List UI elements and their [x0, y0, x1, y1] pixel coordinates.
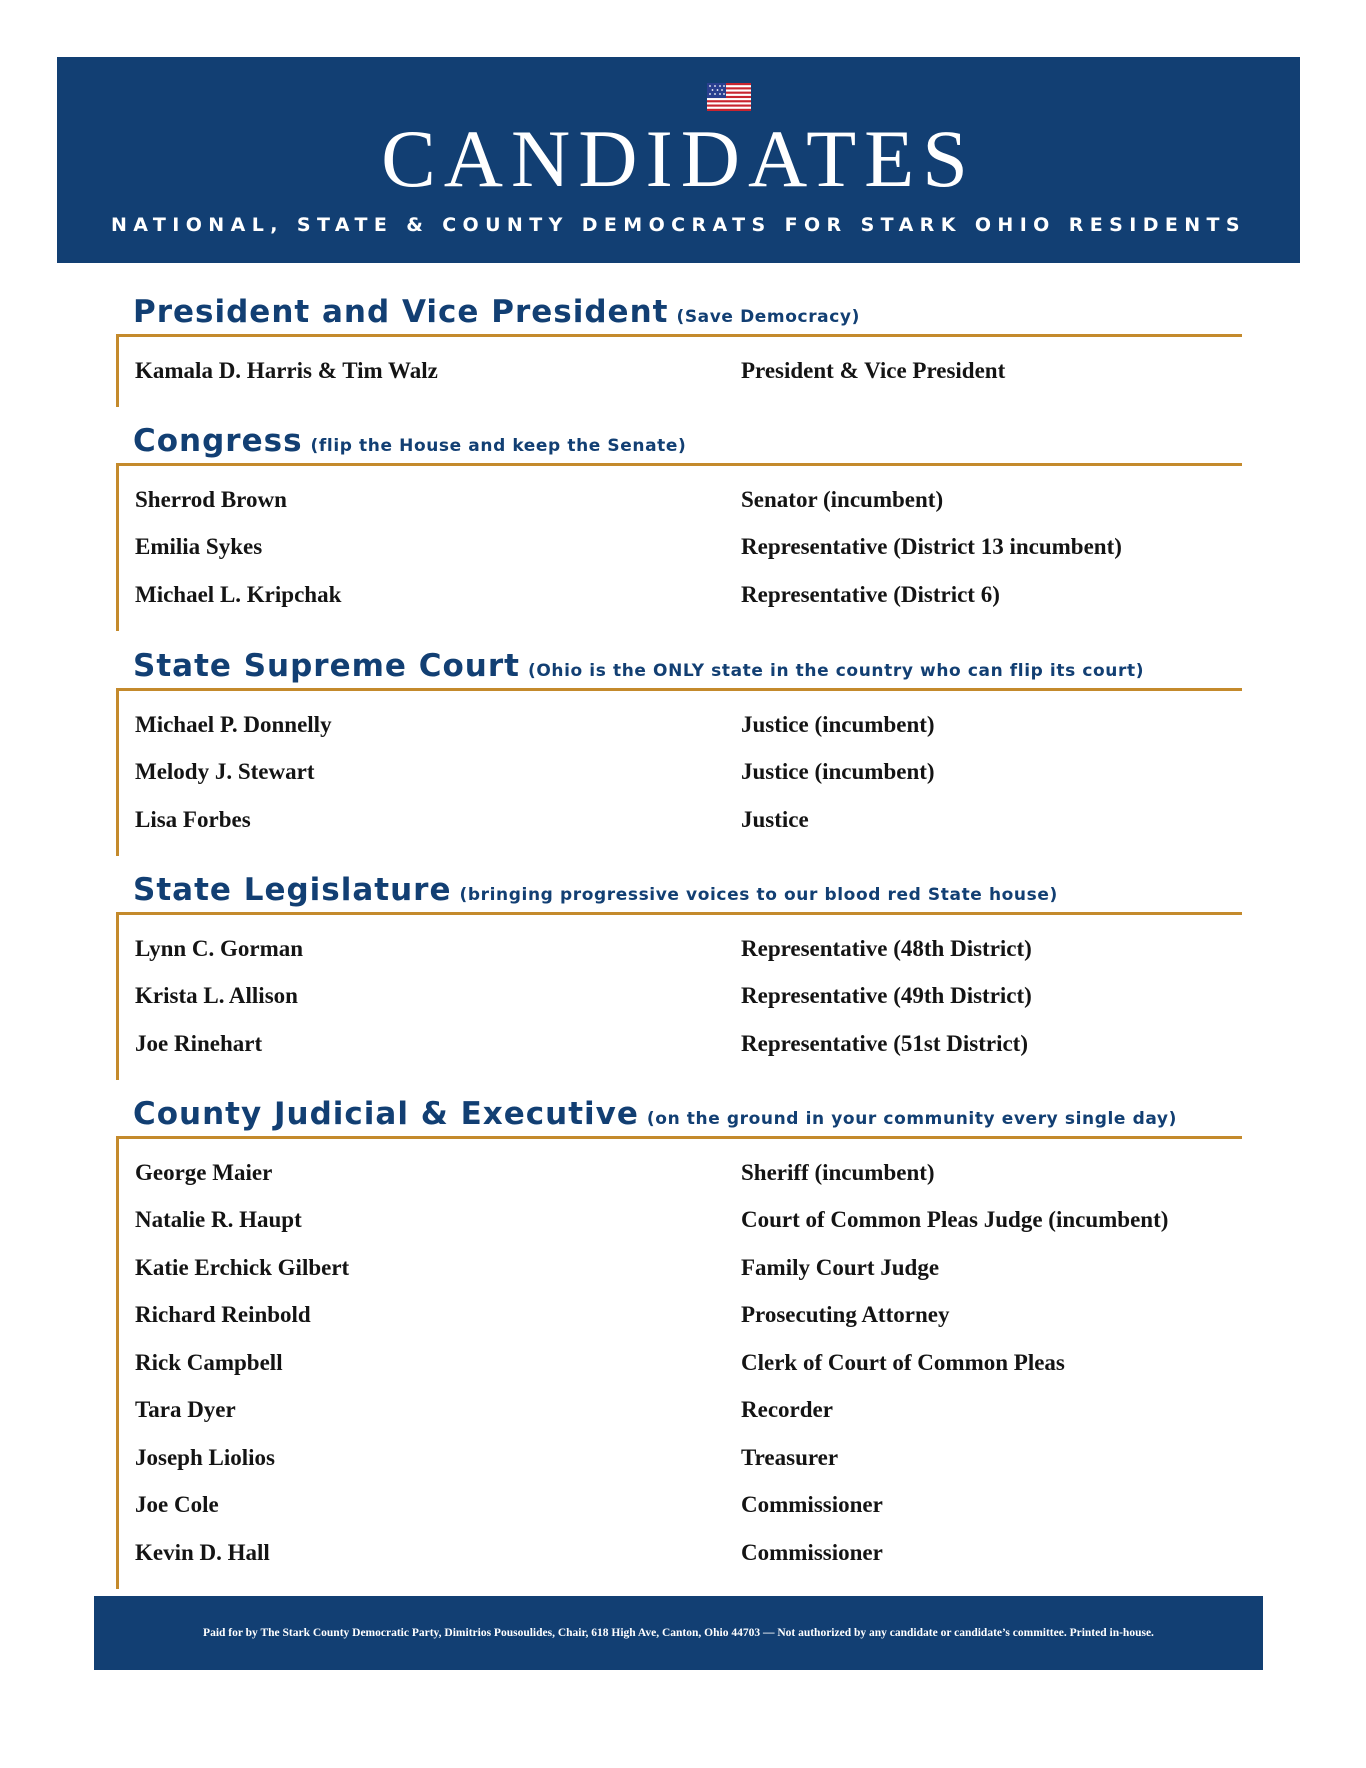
- candidate-row: [119, 524, 1242, 572]
- section-state-supreme-court: [116, 648, 1242, 856]
- candidate-row: [119, 1529, 1242, 1577]
- candidate-row: [119, 925, 1242, 973]
- candidate-list: [116, 1136, 1242, 1589]
- candidate-row: [119, 1339, 1242, 1387]
- candidate-row: [119, 1387, 1242, 1435]
- candidate-name: Richard Reinbold: [135, 1302, 311, 1328]
- candidate-name: Kamala D. Harris & Tim Walz: [135, 357, 438, 383]
- candidate-row: [119, 1244, 1242, 1292]
- candidate-list: [116, 688, 1242, 856]
- footer-disclaimer: [94, 1596, 1263, 1670]
- section-title: State Supreme Court: [133, 648, 520, 684]
- candidate-name: Krista L. Allison: [135, 983, 298, 1009]
- candidate-list: [116, 912, 1242, 1080]
- section-title: Congress: [133, 423, 303, 459]
- candidate-office: Justice (incumbent): [741, 711, 935, 737]
- header-banner: [57, 57, 1300, 263]
- candidate-name: Natalie R. Haupt: [135, 1207, 302, 1233]
- candidate-office: Representative (District 13 incumbent): [741, 534, 1122, 560]
- candidate-office: Prosecuting Attorney: [741, 1302, 950, 1328]
- candidate-list: [116, 463, 1242, 631]
- page-subtitle: NATIONAL, STATE & COUNTY DEMOCRATS FOR STARK OHIO RESIDENTS: [111, 214, 1246, 236]
- candidate-row: [119, 1292, 1242, 1340]
- candidate-office: Senator (incumbent): [741, 486, 944, 512]
- candidate-office: Recorder: [741, 1397, 833, 1423]
- section-note: (Ohio is the ONLY state in the country who can flip its court): [527, 661, 1145, 681]
- section-heading: [133, 1096, 1242, 1136]
- candidate-office: Court of Common Pleas Judge (incumbent): [741, 1207, 1169, 1233]
- candidate-office: Commissioner: [741, 1492, 883, 1518]
- candidate-office: President & Vice President: [741, 357, 1006, 383]
- candidate-name: George Maier: [135, 1159, 273, 1185]
- candidate-row: [119, 796, 1242, 844]
- candidate-office: Justice (incumbent): [741, 759, 935, 785]
- candidate-name: Lisa Forbes: [135, 806, 251, 832]
- candidate-office: Representative (49th District): [741, 983, 1032, 1009]
- candidate-name: Michael L. Kripchak: [135, 581, 342, 607]
- candidate-office: Treasurer: [741, 1444, 839, 1470]
- candidate-row: [119, 571, 1242, 619]
- candidate-name: Joseph Liolios: [135, 1444, 275, 1470]
- section-heading: [133, 423, 1242, 463]
- section-title: County Judicial & Executive: [133, 1096, 639, 1132]
- candidate-name: Joe Cole: [135, 1492, 219, 1518]
- section-title: President and Vice President: [133, 294, 669, 330]
- candidate-row: [119, 476, 1242, 524]
- candidate-name: Melody J. Stewart: [135, 759, 315, 785]
- candidate-office: Family Court Judge: [741, 1254, 940, 1280]
- candidate-row: [119, 1149, 1242, 1197]
- section-heading: [133, 648, 1242, 688]
- section-heading: [133, 872, 1242, 912]
- section-state-legislature: [116, 872, 1242, 1080]
- candidate-row: [119, 973, 1242, 1021]
- candidate-name: Katie Erchick Gilbert: [135, 1254, 350, 1280]
- candidate-name: Emilia Sykes: [135, 534, 263, 560]
- american-flag-icon: [707, 83, 751, 111]
- candidate-row: [119, 1482, 1242, 1530]
- section-title: State Legislature: [133, 872, 452, 908]
- candidate-office: Representative (48th District): [741, 935, 1032, 961]
- section-congress: [116, 423, 1242, 631]
- candidate-name: Rick Campbell: [135, 1349, 283, 1375]
- candidate-office: Representative (District 6): [741, 581, 1000, 607]
- section-president: [116, 294, 1242, 407]
- candidate-name: Joe Rinehart: [135, 1030, 263, 1056]
- page-title: CANDIDATES: [381, 113, 976, 204]
- section-note: (bringing progressive voices to our blood red State house): [459, 885, 1058, 905]
- candidate-row: [119, 1197, 1242, 1245]
- candidate-name: Michael P. Donnelly: [135, 711, 332, 737]
- disclaimer-text: Paid for by The Stark County Democratic Party, Dimitrios Pousoulides, Chair, 618 High Ave, Canton, Ohio 44703 — Not authorized by any candidate or candidate’s committee. Printed in-house.: [203, 1627, 1154, 1639]
- candidate-name: Sherrod Brown: [135, 486, 287, 512]
- candidate-office: Justice: [741, 806, 809, 832]
- candidate-row: [119, 1434, 1242, 1482]
- candidate-row: [119, 1020, 1242, 1068]
- candidate-row: [119, 701, 1242, 749]
- section-county: [116, 1096, 1242, 1589]
- candidate-row: [119, 749, 1242, 797]
- candidate-office: Clerk of Court of Common Pleas: [741, 1349, 1065, 1375]
- candidate-name: Kevin D. Hall: [135, 1539, 270, 1565]
- candidate-office: Commissioner: [741, 1539, 883, 1565]
- candidate-row: [119, 347, 1242, 395]
- section-note: (on the ground in your community every single day): [646, 1109, 1177, 1129]
- section-note: (flip the House and keep the Senate): [310, 436, 687, 456]
- section-note: (Save Democracy): [676, 307, 860, 327]
- candidate-name: Tara Dyer: [135, 1397, 236, 1423]
- candidate-office: Sheriff (incumbent): [741, 1159, 935, 1185]
- candidate-office: Representative (51st District): [741, 1030, 1028, 1056]
- candidate-name: Lynn C. Gorman: [135, 935, 304, 961]
- section-heading: [133, 294, 1242, 334]
- candidate-list: [116, 334, 1242, 407]
